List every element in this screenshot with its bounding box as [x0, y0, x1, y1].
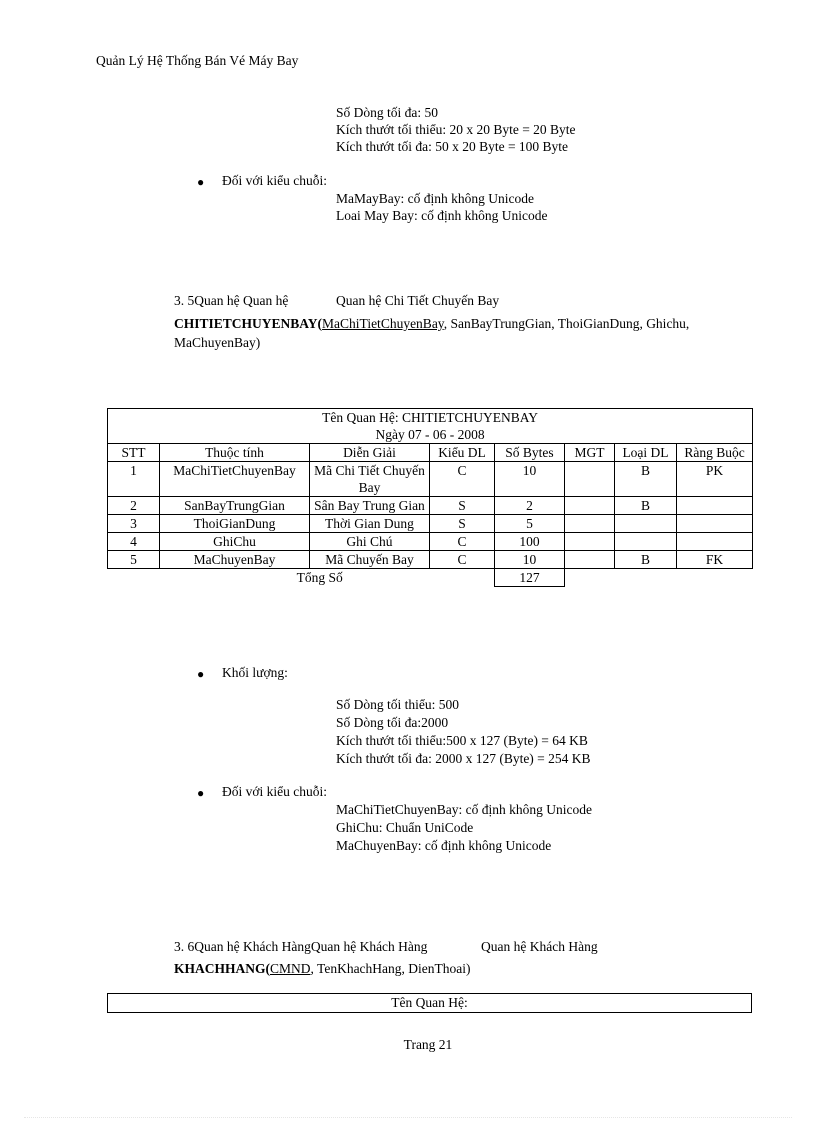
min-size-text: Kích thướt tối thiểu: 20 x 20 Byte = 20 Byte	[336, 122, 576, 137]
string-type-label: Đối với kiểu chuỗi:	[222, 173, 328, 188]
cell-bytes: 100	[495, 533, 565, 551]
total-value: 127	[495, 569, 565, 587]
cell-constraint	[677, 533, 753, 551]
cell-description: Mã Chuyến Bay	[310, 551, 430, 569]
cell-kind: B	[615, 551, 677, 569]
table-title-cell	[108, 409, 753, 444]
cell-stt: 1	[108, 462, 160, 497]
document-header: Quản Lý Hệ Thống Bán Vé Máy Bay	[96, 53, 299, 68]
column-header: Số Bytes	[495, 444, 565, 462]
table-title: Tên Quan Hệ: CHITIETCHUYENBAY	[322, 410, 538, 425]
cell-mgt	[565, 533, 615, 551]
schema-primary-key: CMND	[270, 961, 311, 976]
schema-primary-key: MaChiTietChuyenBay	[322, 316, 444, 331]
cell-constraint	[677, 497, 753, 515]
column-header: Thuộc tính	[160, 444, 310, 462]
relation-table	[107, 408, 753, 587]
table-total-row	[108, 569, 753, 587]
column-header: MGT	[565, 444, 615, 462]
schema-attributes: , TenKhachHang, DienThoai)	[310, 961, 471, 976]
cell-mgt	[565, 551, 615, 569]
cell-mgt	[565, 515, 615, 533]
total-label: Tổng Số	[296, 570, 343, 585]
cell-description: Mã Chi Tiết Chuyến Bay	[310, 462, 430, 497]
string-type-item: MaChuyenBay: cố định không Unicode	[336, 838, 552, 853]
column-header: Loại DL	[615, 444, 677, 462]
column-header: STT	[108, 444, 160, 462]
volume-label: Khối lượng:	[222, 665, 288, 680]
cell-kind: B	[615, 497, 677, 515]
relation-table	[107, 993, 752, 1013]
cell-attribute: GhiChu	[160, 533, 310, 551]
cell-description: Thời Gian Dung	[310, 515, 430, 533]
volume-min-rows: Số Dòng tối thiểu: 500	[336, 697, 460, 712]
cell-bytes: 5	[495, 515, 565, 533]
table-row	[108, 462, 753, 497]
bullet-icon: ●	[197, 175, 205, 189]
page-number: Trang 21	[403, 1037, 453, 1052]
cell-stt: 2	[108, 497, 160, 515]
cell-constraint: PK	[677, 462, 753, 497]
string-type-item: GhiChu: Chuẩn UniCode	[336, 820, 474, 835]
section-heading: 3. 6Quan hệ Khách HàngQuan hệ Khách Hàng	[174, 939, 428, 954]
cell-data-type: S	[430, 497, 495, 515]
cell-stt: 4	[108, 533, 160, 551]
cell-data-type: C	[430, 533, 495, 551]
relation-schema	[174, 315, 689, 333]
cell-attribute: ThoiGianDung	[160, 515, 310, 533]
cell-mgt	[565, 497, 615, 515]
cell-kind	[615, 533, 677, 551]
relation-schema	[174, 960, 471, 978]
column-header: Diễn Giải	[310, 444, 430, 462]
cell-description: Ghi Chú	[310, 533, 430, 551]
table-row	[108, 533, 753, 551]
schema-name: KHACHHANG(	[174, 961, 270, 976]
cell-constraint: FK	[677, 551, 753, 569]
section-subheading: Quan hệ Chi Tiết Chuyến Bay	[336, 293, 500, 308]
cell-bytes: 10	[495, 462, 565, 497]
string-type-label: Đối với kiểu chuỗi:	[222, 784, 328, 799]
schema-attributes: , SanBayTrungGian, ThoiGianDung, Ghichu,	[443, 316, 690, 331]
cell-attribute: SanBayTrungGian	[160, 497, 310, 515]
relation-schema-cont: MaChuyenBay)	[174, 335, 261, 350]
volume-max-rows: Số Dòng tối đa:2000	[336, 715, 449, 730]
table-header-row	[108, 444, 753, 462]
section-subheading: Quan hệ Khách Hàng	[481, 939, 598, 954]
cell-data-type: C	[430, 462, 495, 497]
table-row	[108, 497, 753, 515]
string-type-item: Loai May Bay: cố định không Unicode	[336, 208, 548, 223]
bullet-icon: ●	[197, 667, 205, 681]
schema-name: CHITIETCHUYENBAY(	[174, 316, 323, 331]
max-rows-text: Số Dòng tối đa: 50	[336, 105, 439, 120]
empty-cell	[565, 569, 753, 587]
cell-constraint	[677, 515, 753, 533]
string-type-item: MaChiTietChuyenBay: cố định không Unicode	[336, 802, 592, 817]
bullet-icon: ●	[197, 786, 205, 800]
cell-kind	[615, 515, 677, 533]
cell-kind: B	[615, 462, 677, 497]
table-row	[108, 515, 753, 533]
string-type-item: MaMayBay: cố định không Unicode	[336, 191, 534, 206]
volume-max-size: Kích thướt tối đa: 2000 x 127 (Byte) = 254 KB	[336, 751, 591, 766]
max-size-text: Kích thướt tối đa: 50 x 20 Byte = 100 Byte	[336, 139, 569, 154]
cell-bytes: 2	[495, 497, 565, 515]
cell-data-type: C	[430, 551, 495, 569]
section-heading: 3. 5Quan hệ Quan hệ	[174, 293, 289, 308]
cell-description: Sân Bay Trung Gian	[310, 497, 430, 515]
page-edge-divider	[24, 1117, 792, 1118]
volume-min-size: Kích thướt tối thiểu:500 x 127 (Byte) = 64 KB	[336, 733, 588, 748]
column-header: Ràng Buộc	[677, 444, 753, 462]
cell-stt: 3	[108, 515, 160, 533]
cell-mgt	[565, 462, 615, 497]
table-date: Ngày 07 - 06 - 2008	[375, 427, 485, 442]
cell-data-type: S	[430, 515, 495, 533]
cell-bytes: 10	[495, 551, 565, 569]
cell-attribute: MaChuyenBay	[160, 551, 310, 569]
table-title: Tên Quan Hệ:	[108, 994, 752, 1013]
cell-attribute: MaChiTietChuyenBay	[160, 462, 310, 497]
column-header: Kiểu DL	[430, 444, 495, 462]
table-row	[108, 551, 753, 569]
cell-stt: 5	[108, 551, 160, 569]
